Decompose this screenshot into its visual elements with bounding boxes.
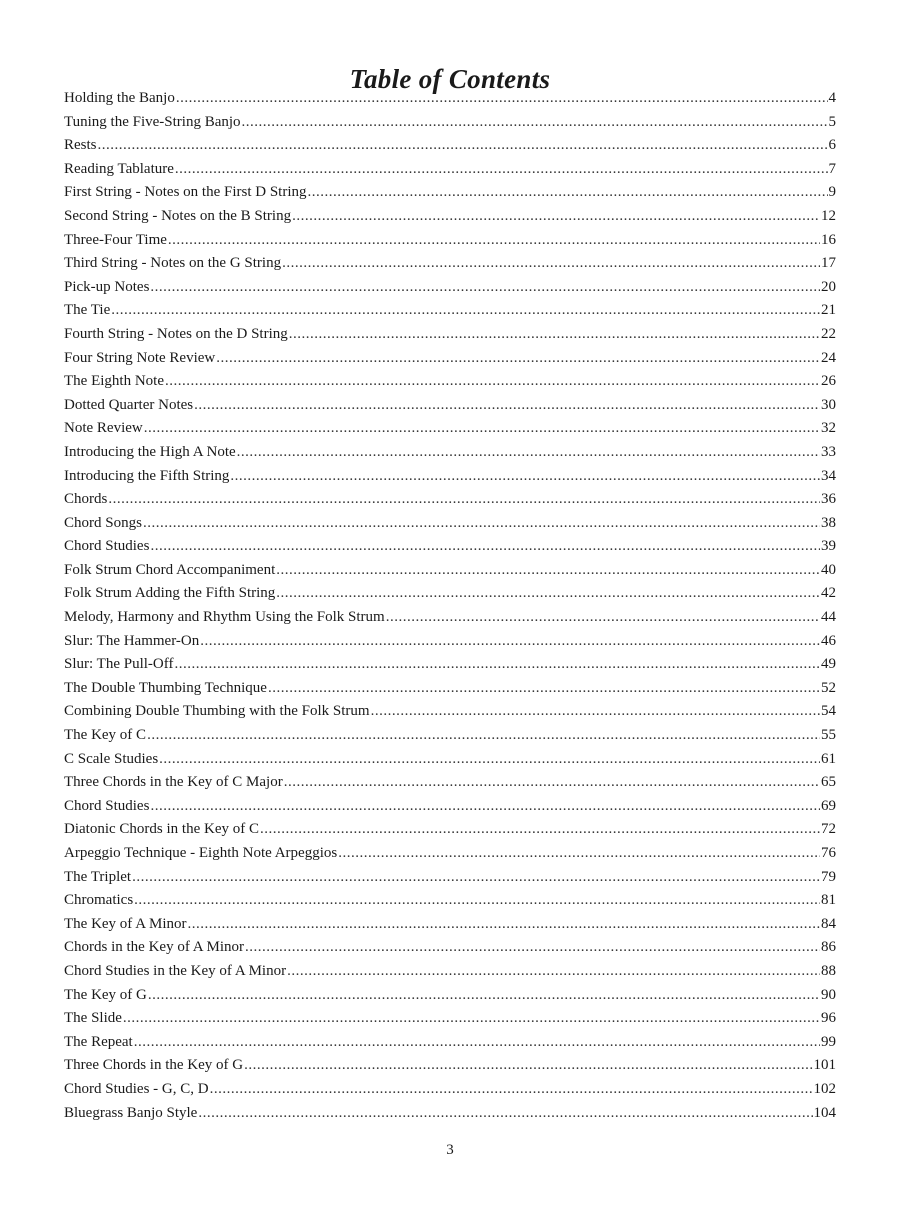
dot-leader [194,394,820,418]
dot-leader [148,984,820,1008]
toc-entry-page: 44 [821,609,836,626]
dot-leader [143,512,820,536]
dot-leader [123,1007,820,1031]
toc-entry [64,394,836,418]
toc-entry [64,653,836,677]
toc-entry-title: Chord Studies in the Key of A Minor [64,962,287,979]
toc-entry [64,299,836,323]
toc-entry [64,134,836,158]
toc-entry [64,370,836,394]
toc-entry [64,842,836,866]
toc-entry-page: 76 [821,845,836,861]
toc-entry-page: 102 [813,1080,836,1097]
toc-entry-page: 36 [821,491,836,508]
toc-entry [64,677,836,701]
toc-entry-page: 40 [821,561,836,578]
toc-entry-page: 49 [821,656,836,673]
toc-entry-title: Chords [64,491,108,508]
page-title: Table of Contents [349,64,551,95]
toc-entry-title: Slur: The Hammer-On [64,632,200,649]
dot-leader [200,630,820,654]
dot-leader [147,724,820,748]
toc-entry-title: Chords in the Key of A Minor [64,939,244,956]
toc-entry [64,771,836,795]
toc-entry [64,535,836,559]
toc-entry [64,818,836,842]
toc-entry [64,1078,836,1102]
dot-leader [276,559,820,583]
toc-entry [64,913,836,937]
dot-leader [237,441,820,465]
toc-entry-page: 46 [821,632,836,649]
dot-leader [386,606,820,630]
toc-entry-title: Slur: The Pull-Off [64,656,174,673]
toc-entry-page: 33 [821,443,836,460]
toc-entry-page: 30 [821,396,836,413]
toc-entry [64,889,836,913]
toc-entry [64,606,836,630]
dot-leader [174,653,820,677]
dot-leader [187,913,820,937]
dot-leader [134,1031,820,1055]
dot-leader [289,323,820,347]
toc-entry [64,724,836,748]
toc-entry-title: Rests [64,137,97,154]
dot-leader [244,1054,812,1078]
toc-entry [64,465,836,489]
toc-entry-title: Chord Studies [64,538,150,555]
toc-entry-page: 9 [828,184,836,201]
toc-entry-title: Third String - Notes on the G String [64,255,282,272]
toc-entry-title: Introducing the High A Note [64,443,236,460]
toc-entry [64,1054,836,1078]
dot-leader [268,677,820,701]
toc-entry-page: 6 [828,137,836,154]
toc-entry-page: 101 [813,1057,836,1074]
toc-entry-title: Note Review [64,420,143,437]
toc-entry-page: 96 [821,1010,836,1027]
dot-leader [282,252,820,276]
toc-entry [64,960,836,984]
dot-leader [134,889,820,913]
toc-entry-title: Combining Double Thumbing with the Folk Strum [64,703,370,720]
toc-entry-page: 54 [821,703,836,720]
toc-entry [64,158,836,182]
toc-entry-title: Tuning the Five-String Banjo [64,113,241,130]
dot-leader [150,276,820,300]
dot-leader [338,842,820,866]
toc-entry-title: Melody, Harmony and Rhythm Using the Folk Strum [64,609,385,626]
toc-entry [64,252,836,276]
toc-entry-page: 81 [821,892,836,909]
dot-leader [176,87,828,111]
toc-entry-page: 17 [821,255,836,272]
toc-entry [64,936,836,960]
toc-entry-title: Three-Four Time [64,231,167,248]
dot-leader [175,158,828,182]
toc-entry-title: Chord Songs [64,514,142,531]
dot-leader [111,299,820,323]
toc-entry-title: Three Chords in the Key of C Major [64,774,283,791]
dot-leader [132,866,820,890]
toc-entry-page: 52 [821,679,836,696]
dot-leader [242,111,828,135]
toc-entry-page: 42 [821,585,836,602]
toc-entry [64,276,836,300]
toc-entry-title: Folk Strum Adding the Fifth String [64,585,276,602]
dot-leader [210,1078,813,1102]
toc-entry [64,630,836,654]
toc-entry-title: Arpeggio Technique - Eighth Note Arpeggios [64,845,338,861]
dot-leader [260,818,820,842]
toc-entry-page: 69 [821,797,836,814]
dot-leader [245,936,820,960]
toc-entry-page: 99 [821,1033,836,1050]
toc-entry-page: 20 [821,278,836,295]
toc-entry-title: The Tie [64,302,111,319]
toc-entry [64,1007,836,1031]
toc-entry-page: 38 [821,514,836,531]
toc-entry [64,181,836,205]
toc-entry [64,559,836,583]
toc-entry-title: First String - Notes on the First D String [64,184,307,201]
toc-entry-page: 12 [821,207,836,224]
dot-leader [98,134,828,158]
toc-entry-title: The Repeat [64,1033,133,1050]
toc-entry-title: Bluegrass Banjo Style [64,1104,198,1121]
toc-entry [64,87,836,111]
toc-entry-title: Chord Studies [64,797,150,814]
page-number: 3 [446,1142,454,1158]
toc-entry-title: Three Chords in the Key of G [64,1057,244,1074]
toc-entry [64,748,836,772]
toc-entry-page: 22 [821,325,836,342]
toc-entry-page: 34 [821,467,836,484]
dot-leader [150,795,820,819]
dot-leader [284,771,820,795]
toc-entry-title: Folk Strum Chord Accompaniment [64,561,276,578]
toc-entry-title: The Key of C [64,727,147,744]
toc-entry [64,582,836,606]
toc-entry-page: 61 [821,750,836,767]
toc-entry [64,441,836,465]
toc-entry [64,111,836,135]
toc-entry-page: 32 [821,420,836,437]
dot-leader [198,1102,812,1126]
toc-entry-title: Pick-up Notes [64,278,150,295]
toc-entry-page: 24 [821,349,836,366]
dot-leader [230,465,820,489]
toc-entry-title: Holding the Banjo [64,90,175,106]
toc-entry-title: Fourth String - Notes on the D String [64,325,288,342]
toc-entry-title: The Triplet [64,868,132,885]
toc-entry [64,417,836,441]
dot-leader [108,488,820,512]
toc-entry-page: 16 [821,231,836,248]
toc-entry-title: Second String - Notes on the B String [64,207,292,224]
dot-leader [276,582,820,606]
toc-entry-title: The Double Thumbing Technique [64,679,267,696]
table-of-contents [64,87,836,1125]
toc-entry-page: 5 [828,113,836,130]
dot-leader [371,700,820,724]
toc-entry-page: 55 [821,727,836,744]
toc-entry-title: C Scale Studies [64,750,159,767]
toc-entry [64,795,836,819]
toc-entry [64,323,836,347]
dot-leader [287,960,820,984]
toc-entry [64,984,836,1008]
toc-entry-page: 79 [821,868,836,885]
dot-leader [165,370,820,394]
toc-entry-page: 104 [813,1104,836,1121]
toc-entry-page: 39 [821,538,836,555]
dot-leader [150,535,820,559]
dot-leader [144,417,820,441]
toc-entry [64,229,836,253]
toc-entry-page: 7 [828,160,836,177]
toc-entry [64,488,836,512]
toc-entry [64,347,836,371]
toc-entry-title: The Key of G [64,986,147,1003]
toc-entry [64,700,836,724]
toc-entry-page: 84 [821,915,836,932]
toc-entry-title: The Slide [64,1010,122,1027]
toc-entry-page: 21 [821,302,836,319]
toc-entry-title: Reading Tablature [64,160,174,177]
dot-leader [308,181,828,205]
toc-entry [64,1102,836,1126]
toc-entry [64,866,836,890]
toc-entry-title: Introducing the Fifth String [64,467,230,484]
toc-entry-page: 26 [821,373,836,390]
toc-entry-page: 65 [821,774,836,791]
toc-entry [64,205,836,229]
toc-entry-title: Dotted Quarter Notes [64,396,194,413]
toc-entry [64,512,836,536]
dot-leader [292,205,820,229]
toc-entry-page: 88 [821,962,836,979]
toc-entry-title: The Key of A Minor [64,915,187,932]
toc-entry-title: Four String Note Review [64,349,216,366]
toc-entry-page: 90 [821,986,836,1003]
toc-entry-title: Chord Studies - G, C, D [64,1080,209,1097]
toc-entry-title: Diatonic Chords in the Key of C [64,821,259,838]
dot-leader [216,347,820,371]
toc-entry-title: The Eighth Note [64,373,164,390]
toc-entry [64,1031,836,1055]
dot-leader [159,748,820,772]
toc-entry-page: 4 [828,90,836,106]
toc-entry-page: 86 [821,939,836,956]
toc-entry-page: 72 [821,821,836,838]
toc-entry-title: Chromatics [64,892,134,909]
dot-leader [168,229,820,253]
